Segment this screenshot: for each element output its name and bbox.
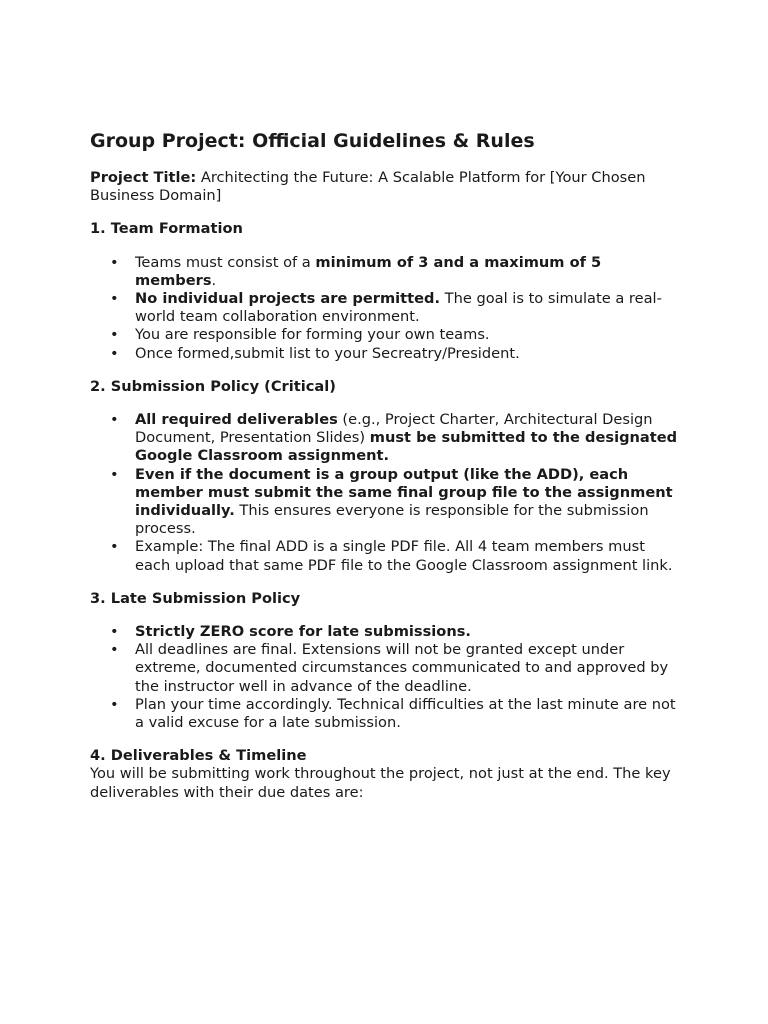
late-policy-list [90,623,680,732]
document-title: Group Project: Official Guidelines & Rules [90,130,535,152]
list-item [110,623,680,641]
list-item-text: . [211,271,217,289]
section-heading-late-policy: 3. Late Submission Policy [90,589,301,607]
bullet-icon: • [110,538,119,556]
list-item-bold-text: Strictly ZERO score for late submissions. [135,623,471,641]
bullet-icon: • [110,623,119,641]
list-item-text: (e.g., Project Charter, Architectural Design Document, Presentation Slides) [135,411,653,447]
list-item-text: Example: The final ADD is a single PDF file. All 4 team members must each upload that same PDF file to the Google Classroom assignment link. [135,538,673,574]
document-page [90,128,680,817]
list-item-text: Once formed,submit list to your Secreatry/President. [135,344,520,362]
list-item-bold-text: All required deliverables [135,411,338,429]
list-item [110,411,680,466]
bullet-icon: • [110,641,119,659]
list-item [110,641,680,696]
list-item-bold-text: Even if the document is a group output (like the ADD), each member must submit the same final group file to the assignment individually. [135,465,673,520]
list-item [110,465,680,539]
submission-policy-list [90,411,680,575]
bullet-icon: • [110,465,119,483]
bullet-icon: • [110,411,119,429]
list-item-text: Plan your time accordingly. Technical difficulties at the last minute are not a valid excuse for a late submission. [135,695,676,732]
list-item-text: The goal is to simulate a real-world team collaboration environment. [135,290,662,326]
team-formation-list [90,254,680,363]
list-item [110,326,680,344]
section-heading-deliverables: 4. Deliverables & Timeline [90,747,307,765]
list-item-bold-text: No individual projects are permitted. [135,290,441,308]
list-item [110,344,680,363]
section-heading-team-formation: 1. Team Formation [90,220,243,238]
bullet-icon: • [110,695,119,713]
project-title-paragraph [90,169,680,205]
project-title-label: Project Title: [90,169,197,186]
list-item-text: You are responsible for forming your own teams. [135,326,490,344]
list-item-bold-text: must be submitted to the designated Google Classroom assignment. [135,429,678,465]
list-item-bold-text: minimum of 3 and a maximum of 5 members [135,253,602,289]
list-item [110,290,680,326]
section-heading-submission-policy: 2. Submission Policy (Critical) [90,377,336,395]
bullet-icon: • [110,344,119,362]
list-item-text: Teams must consist of a [135,253,316,271]
list-item [110,695,680,732]
bullet-icon: • [110,290,119,308]
bullet-icon: • [110,253,119,271]
bullet-icon: • [110,326,119,344]
list-item-text: This ensures everyone is responsible for the submission process. [135,502,649,538]
list-item [110,253,680,290]
project-title-value: Architecting the Future: A Scalable Platform for [Your Chosen Business Domain] [90,169,646,205]
list-item [110,538,680,574]
deliverables-paragraph: You will be submitting work throughout the project, not just at the end. The key deliverables with their due dates are: [90,765,671,801]
list-item-text: All deadlines are final. Extensions will not be granted except under extreme, documented circumstances communicated to and approved by the instructor well in advance of the deadline. [135,641,669,695]
